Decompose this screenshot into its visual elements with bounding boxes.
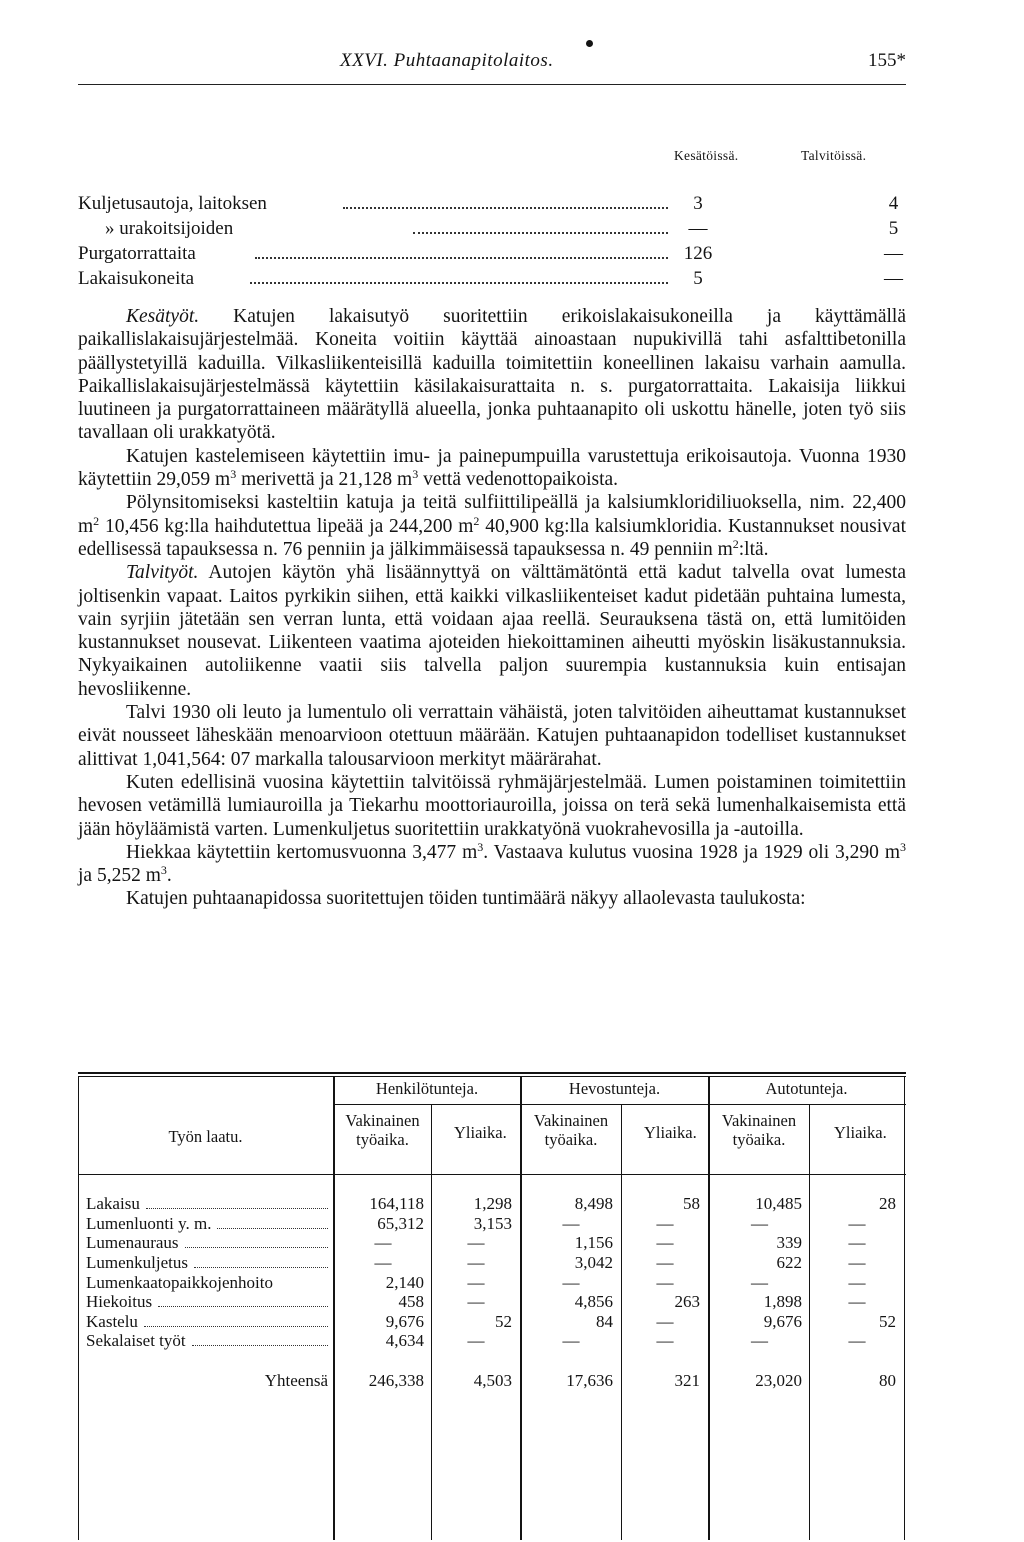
total-cell: 4,503: [473, 1371, 512, 1390]
col-work-header: Työn laatu.: [168, 1127, 243, 1146]
dot-leader: [144, 1326, 328, 1327]
table-cell: 3,042: [574, 1253, 613, 1272]
body-text: [78, 305, 906, 911]
running-header: [78, 40, 906, 80]
col-summer-header: Kesätöissä.: [674, 148, 739, 163]
table-cell: —: [848, 1292, 866, 1311]
table-cell: 2,140: [385, 1273, 424, 1292]
vehicle-row: [78, 243, 906, 267]
dot-leader: [250, 282, 668, 284]
table-cell: 28: [879, 1194, 896, 1213]
total-cell: 80: [879, 1371, 896, 1390]
row-label: Sekalaiset työt: [86, 1331, 186, 1350]
table-cell: —: [562, 1331, 580, 1350]
table-cell: —: [848, 1331, 866, 1350]
table-cell: —: [467, 1292, 485, 1311]
dot-leader: [343, 207, 668, 209]
winter-value: 5: [888, 218, 899, 239]
summer-value: —: [688, 218, 708, 239]
table-cell: —: [562, 1214, 580, 1233]
table-cell: 9,676: [763, 1312, 802, 1331]
paragraph-summer-works: [78, 305, 906, 445]
row-label: Hiekoitus: [86, 1292, 153, 1311]
summer-value: 126: [683, 243, 713, 264]
table-cell: —: [751, 1214, 768, 1233]
table-cell: —: [848, 1233, 866, 1252]
table-cell: —: [656, 1273, 674, 1292]
dot-leader: [185, 1247, 328, 1248]
total-cell: 17,636: [566, 1371, 613, 1390]
paragraph-sand: Hiekkaa käytettiin kertomusvuonna 3,477 $m^3$. Vastaava kulutus vuosina 1928 ja 1929 oli 3,290 $m^3$ ja 5,252 $m^3$.: [78, 839, 906, 887]
table-cell: 52: [495, 1312, 512, 1331]
table-cell: 458: [398, 1292, 424, 1311]
group-rule: [334, 1104, 906, 1105]
group-header-horses: Hevostunteja.: [568, 1079, 661, 1098]
table-cell: 339: [776, 1233, 802, 1252]
document-page: [78, 40, 906, 1390]
table-cell: —: [374, 1253, 392, 1272]
table-cell: 9,676: [385, 1312, 424, 1331]
row-label: Lumenluonti y. m.: [86, 1214, 212, 1233]
sub-header-overtime: Yliaika.: [644, 1123, 697, 1142]
table-cell: —: [848, 1253, 866, 1272]
total-cell: 246,338: [368, 1371, 424, 1390]
table-cell: —: [656, 1312, 674, 1331]
dot-leader: [158, 1306, 328, 1307]
table-cell: —: [467, 1253, 485, 1272]
sub-header-regular: Vakinainen työaika.: [533, 1111, 609, 1149]
table-cell: —: [656, 1233, 674, 1252]
paragraph-winter-works: [78, 561, 906, 701]
row-label: Kastelu: [86, 1312, 138, 1331]
vehicle-label: » urakoitsijoiden: [105, 218, 234, 239]
row-label: Lumenkuljetus: [86, 1253, 188, 1272]
group-header-cars: Autotunteja.: [765, 1079, 848, 1098]
table-right-rule: [904, 1076, 905, 1540]
vehicle-row: [78, 268, 906, 292]
vehicle-label: Lakaisukoneita: [78, 268, 195, 289]
winter-value: 4: [888, 193, 899, 214]
row-label: Lakaisu: [86, 1194, 140, 1213]
sub-header-regular: Vakinainen työaika.: [721, 1111, 797, 1149]
summer-value: 5: [693, 268, 703, 289]
table-top-rule-2: [78, 1076, 906, 1077]
sub-header-overtime: Yliaika.: [834, 1123, 887, 1142]
table-cell: —: [467, 1331, 485, 1350]
table-cell: —: [656, 1253, 674, 1272]
table-cell: —: [562, 1273, 580, 1292]
table-cell: —: [848, 1214, 866, 1233]
paragraph-snow-removal: Kuten edellisinä vuosina käytettiin talvitöissä ryhmäjärjestelmää. Lumen poistaminen toimitettiin hevosen vetämillä lumiauroilla ja Tiekarhu moottoriauroilla, joissa on terä sekä lumenhalkaisemista että jään höyläämistä varten. Lumenkuljetus suoritettiin urakkatyönä vuokrahevosilla ja -autoilla.: [78, 771, 906, 840]
table-top-rule: [78, 1072, 906, 1074]
table-cell: —: [467, 1233, 485, 1252]
total-cell: 23,020: [755, 1371, 802, 1390]
dot-leader: [217, 1228, 328, 1229]
dot-leader: [194, 1267, 328, 1268]
sub-header-regular: Vakinainen työaika.: [345, 1111, 420, 1149]
table-cell: —: [656, 1214, 674, 1233]
table-cell: 164,118: [369, 1194, 424, 1213]
table-cell: 58: [683, 1194, 700, 1213]
chapter-title: XXVI. Puhtaanapitolaitos.: [340, 50, 554, 71]
paragraph-text: Autojen käytön yhä lisäännyttyä on välttämätöntä että kadut talvella ovat lumesta joltisenkin vapaat. Laitos pyrkikin siihen, että kaikki vilkasliikenteiset kadut pidetään puhtaina lumesta, vain syrjiin jätetään sen verran lunta, että voidaan ajaa reellä. Seurauksena tästä on, että lumitöiden kustannukset nousevat. Liikenteen vaatima ajoteiden hiekoittaminen aiheutti myöskin lisäkustannuksia. Nykyaikainen autoliikenne vaatii siis talvella paljon suurempia kustannuksia kuin entisajan hevosliikenne.: [78, 562, 906, 700]
table-cell: 10,485: [755, 1194, 802, 1213]
dot-leader: [255, 257, 668, 259]
paragraph-winter-1930: Talvi 1930 oli leuto ja lumentulo oli verrattain vähäistä, joten talvitöiden aiheuttamat kustannukset eivät nousseet läheskään menoarvioon otettuun määrään. Katujen puhtaanapidon todelliset kustannukset alittivat 1,041,564: 07 markalla talousarvioon merkityt määrärahat.: [78, 702, 906, 770]
page-number: 155*: [868, 50, 906, 71]
table-cell: 65,312: [377, 1214, 424, 1233]
total-cell: 321: [674, 1371, 700, 1390]
paragraph-watering: Katujen kastelemiseen käytettiin imu- ja painepumpuilla varustettuja erikoisautoja. Vuonna 1930 käytettiin 29,059 $m^3$ merivettä ja 21,128 $m^3$ vettä vedenottopaikoista.: [78, 445, 906, 491]
winter-value: —: [884, 243, 903, 264]
vehicle-label: Kuljetusautoja, laitoksen: [78, 193, 267, 214]
summer-value: 3: [693, 193, 703, 214]
table-cell: 4,856: [574, 1292, 613, 1311]
table-cell: 1,898: [763, 1292, 802, 1311]
table-cell: 622: [776, 1253, 802, 1272]
row-label: Lumenauraus: [86, 1233, 179, 1252]
table-cell: —: [467, 1273, 485, 1292]
group-header-persons: Henkilötunteja.: [375, 1079, 479, 1098]
table-cell: —: [848, 1273, 866, 1292]
dot-leader: [413, 232, 668, 234]
table-cell: —: [656, 1331, 674, 1350]
sub-header-overtime: Yliaika.: [454, 1123, 507, 1142]
winter-value: —: [884, 268, 903, 289]
header-rule: [78, 1174, 906, 1175]
dot-leader: [146, 1208, 328, 1209]
vehicle-row: [78, 193, 906, 217]
vehicle-label: Purgatorrattaita: [78, 243, 196, 264]
total-label: Yhteensä: [264, 1371, 328, 1390]
header-rule: [78, 84, 906, 85]
col-winter-header: Talvitöissä.: [801, 148, 867, 163]
row-label: Lumenkaatopaikkojenhoito: [86, 1273, 273, 1292]
table-cell: —: [374, 1233, 392, 1252]
table-cell: 84: [596, 1312, 613, 1331]
table-cell: —: [751, 1273, 768, 1292]
table-cell: 263: [674, 1292, 700, 1311]
paragraph-dust-binding: Pölynsitomiseksi kasteltiin katuja ja teitä sulfiittilipeällä ja kalsiumkloridiliuoksella, nim. 22,400 $m^2$ 10,456 kg:lla haihdutettua lipeää ja 244,200 $m^2$ 40,900 kg:lla kalsiumkloridia. Kustannukset nousivat edellisessä tapauksessa n. 76 penniin ja jälkimmäisessä tapauksessa n. 49 penniin $m^2:ltä$.: [78, 492, 906, 560]
header-dot: [586, 40, 593, 47]
table-cell: 52: [879, 1312, 896, 1331]
table-cell: 1,298: [473, 1194, 512, 1213]
section-heading-winter: Talvityöt.: [126, 562, 199, 584]
dot-leader: [192, 1345, 328, 1346]
table-cell: 8,498: [574, 1194, 613, 1213]
table-cell: 3,153: [473, 1214, 512, 1233]
table-cell: 4,634: [385, 1331, 424, 1350]
paragraph-text: Katujen lakaisutyö suoritettiin erikoislakaisukoneilla ja käyttämällä paikallislakaisujärjestelmää. Koneita voitiin käyttää ainoastaan nupukivillä tahi asfalttibetonilla päällystetyillä kaduilla. Vilkasliikenteisillä kaduilla toimitettiin koneellinen lakaisu varhain aamulla. Paikallislakaisujärjestelmässä käytettiin käsilakaisurattaita n. s. purgatorrattaita. Lakaisija liikkui luutineen ja purgatorrattaineen määrätyllä alueella, jonka puhtaanapito oli uskottu hänelle, joten työ siis tavallaan oli urakkatyötä.: [78, 306, 906, 444]
hours-table: [78, 1072, 906, 1542]
paragraph-table-intro: Katujen puhtaanapidossa suoritettujen töiden tuntimäärä näkyy allaolevasta taulukosta:: [126, 888, 806, 910]
table-cell: —: [751, 1331, 768, 1350]
vehicle-row: [78, 218, 906, 242]
section-heading-summer: Kesätyöt.: [126, 306, 200, 327]
table-cell: 1,156: [574, 1233, 613, 1252]
